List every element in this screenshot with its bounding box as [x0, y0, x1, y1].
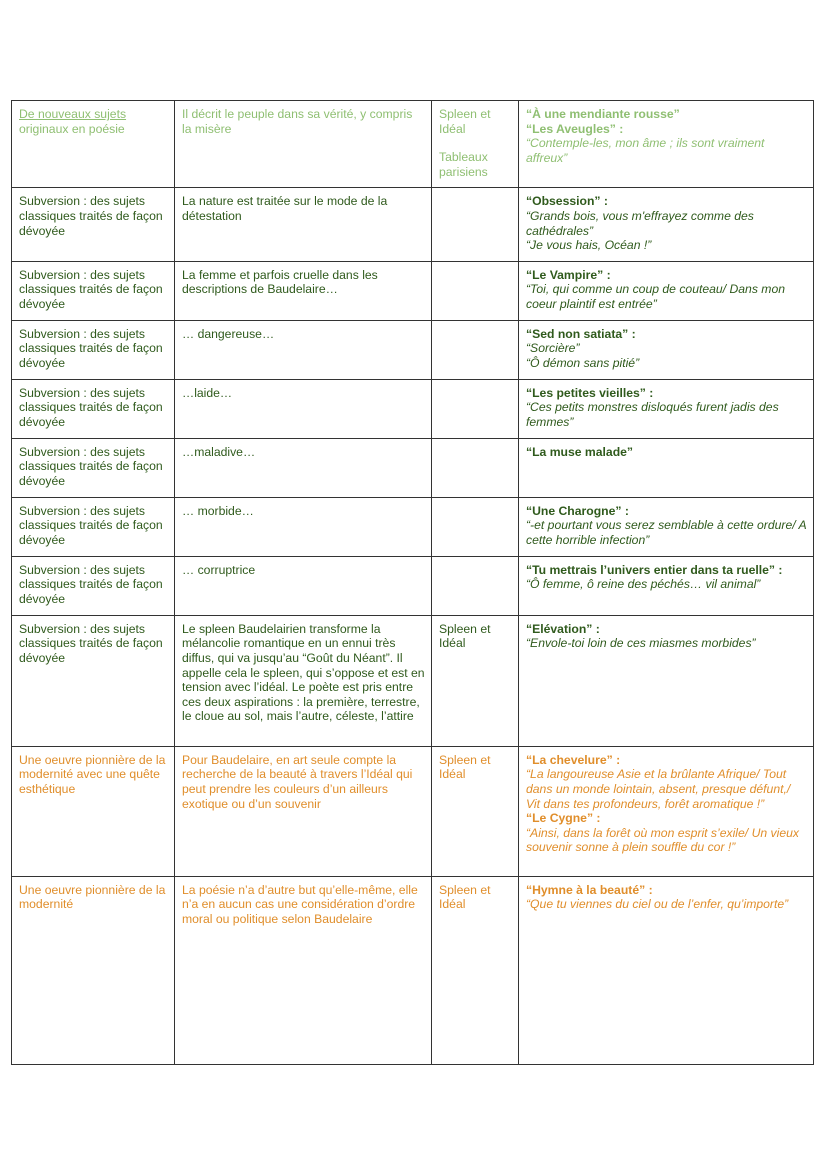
section-cell: Spleen et Idéal [432, 876, 519, 1064]
quotes-cell [519, 261, 814, 320]
table-row [12, 746, 814, 876]
theme-cell: Subversion : des sujets classiques traités de façon dévoyée [12, 188, 175, 261]
theme-cell [12, 101, 175, 188]
description-cell: … dangereuse… [175, 320, 432, 379]
quote-line: “Que tu viennes du ciel ou de l’enfer, qu’importe” [526, 897, 789, 912]
quotes-cell [519, 876, 814, 1064]
quote-line: “Ô démon sans pitié” [526, 355, 640, 370]
table-row [12, 556, 814, 615]
description-cell: Le spleen Baudelairien transforme la mélancolie romantique en un ennui très diffus, qui va jusqu’au “Goût du Néant”. Il appelle cela le spleen, qui s’oppose et est en tension avec l’idéal. Le poète est pris entre ces deux aspirations : la première, terrestre, le cloue au sol, mais l’autre, céleste, l’attire [175, 615, 432, 746]
theme-cell: Une oeuvre pionnière de la modernité [12, 876, 175, 1064]
quote-line: “Ces petits monstres disloqués furent jadis des femmes” [526, 400, 779, 429]
quote-line: “Sorcière” [526, 341, 580, 356]
quote-title: “Une Charogne” : [526, 503, 629, 518]
theme-cell: Subversion : des sujets classiques traités de façon dévoyée [12, 556, 175, 615]
table-row [12, 188, 814, 261]
quotes-cell [519, 556, 814, 615]
quote-line: “Envole-toi loin de ces miasmes morbides” [526, 636, 756, 651]
baudelaire-table [11, 100, 814, 1065]
table-row [12, 379, 814, 438]
table-row [12, 876, 814, 1064]
quotes-cell [519, 497, 814, 556]
section-cell [432, 556, 519, 615]
theme-cell: Subversion : des sujets classiques traités de façon dévoyée [12, 615, 175, 746]
description-cell: … corruptrice [175, 556, 432, 615]
theme-link[interactable]: De nouveaux sujets [19, 107, 127, 121]
quotes-cell [519, 379, 814, 438]
section-label-2: Tableaux parisiens [439, 150, 488, 179]
quote-line: “Ainsi, dans la forêt où mon esprit s’exile/ Un vieux souvenir sonne à plein souffle du cor !” [526, 825, 799, 855]
theme-text: originaux en poésie [19, 121, 125, 136]
table-row [12, 615, 814, 746]
quotes-cell [519, 188, 814, 261]
theme-cell: Subversion : des sujets classiques traités de façon dévoyée [12, 379, 175, 438]
table-row [12, 438, 814, 497]
quotes-cell [519, 615, 814, 746]
quote-title: “Hymne à la beauté” : [526, 882, 653, 897]
theme-cell: Subversion : des sujets classiques traités de façon dévoyée [12, 438, 175, 497]
quotes-cell [519, 438, 814, 497]
description-cell: La nature est traitée sur le mode de la détestation [175, 188, 432, 261]
description-cell: …maladive… [175, 438, 432, 497]
theme-cell: Subversion : des sujets classiques traités de façon dévoyée [12, 497, 175, 556]
table-row [12, 497, 814, 556]
description-cell: …laide… [175, 379, 432, 438]
quote-title: “Les Aveugles” : [526, 121, 624, 136]
section-cell: Spleen et Idéal [432, 615, 519, 746]
section-cell: Spleen et Idéal [432, 746, 519, 876]
description-cell: La poésie n’a d’autre but qu’elle-même, elle n’a en aucun cas une considération d’ordre moral ou politique selon Baudelaire [175, 876, 432, 1064]
section-cell [432, 261, 519, 320]
quote-line: “La langoureuse Asie et la brûlante Afrique/ Tout dans un monde lointain, absent, presque défunt,/ [526, 767, 791, 796]
description-cell: La femme et parfois cruelle dans les descriptions de Baudelaire… [175, 261, 432, 320]
section-cell [432, 379, 519, 438]
quote-line: “-et pourtant vous serez semblable à cette ordure/ A cette horrible infection” [526, 518, 807, 547]
table-row [12, 261, 814, 320]
section-cell [432, 101, 519, 188]
description-cell: Pour Baudelaire, en art seule compte la recherche de la beauté à travers l’Idéal qui peut prendre les couleurs d’un ailleurs exotique ou d’un souvenir [175, 746, 432, 876]
description-cell: Il décrit le peuple dans sa vérité, y compris la misère [175, 101, 432, 188]
section-cell [432, 188, 519, 261]
table-row [12, 320, 814, 379]
quote-title: “Obsession” : [526, 194, 608, 209]
theme-cell: Subversion : des sujets classiques traités de façon dévoyée [12, 320, 175, 379]
theme-cell: Une oeuvre pionnière de la modernité avec une quête esthétique [12, 746, 175, 876]
section-cell [432, 497, 519, 556]
quote-line: “Contemple-les, mon âme ; ils sont vraiment affreux” [526, 136, 765, 165]
section-cell [432, 438, 519, 497]
quote-title: “À une mendiante rousse” [526, 107, 680, 121]
quote-title: “Elévation” : [526, 621, 600, 636]
table-row [12, 101, 814, 188]
quote-title: “Le Cygne” : [526, 811, 601, 826]
quote-title: “Tu mettrais l’univers entier dans ta ruelle” : [526, 562, 783, 577]
quote-line: “Toi, qui comme un coup de couteau/ Dans mon coeur plaintif est entrée” [526, 282, 786, 311]
quotes-cell [519, 746, 814, 876]
section-label: Spleen et Idéal [439, 107, 491, 136]
theme-cell: Subversion : des sujets classiques traités de façon dévoyée [12, 261, 175, 320]
quote-title: “Sed non satiata” : [526, 326, 636, 341]
quotes-cell [519, 320, 814, 379]
quote-line: Vit dans tes profondeurs, forêt aromatique !” [526, 796, 765, 811]
quotes-cell [519, 101, 814, 188]
quote-line: “Je vous hais, Océan !” [526, 238, 652, 253]
quote-title: “Le Vampire” : [526, 267, 611, 282]
quote-line: “Grands bois, vous m'effrayez comme des cathédrales” [526, 208, 754, 238]
quote-title: “La chevelure” : [526, 752, 621, 767]
description-cell: … morbide… [175, 497, 432, 556]
quote-title: “La muse malade” [526, 444, 634, 459]
quote-title: “Les petites vieilles” : [526, 385, 654, 400]
quote-line: “Ô femme, ô reine des péchés… vil animal” [526, 577, 761, 592]
section-cell [432, 320, 519, 379]
